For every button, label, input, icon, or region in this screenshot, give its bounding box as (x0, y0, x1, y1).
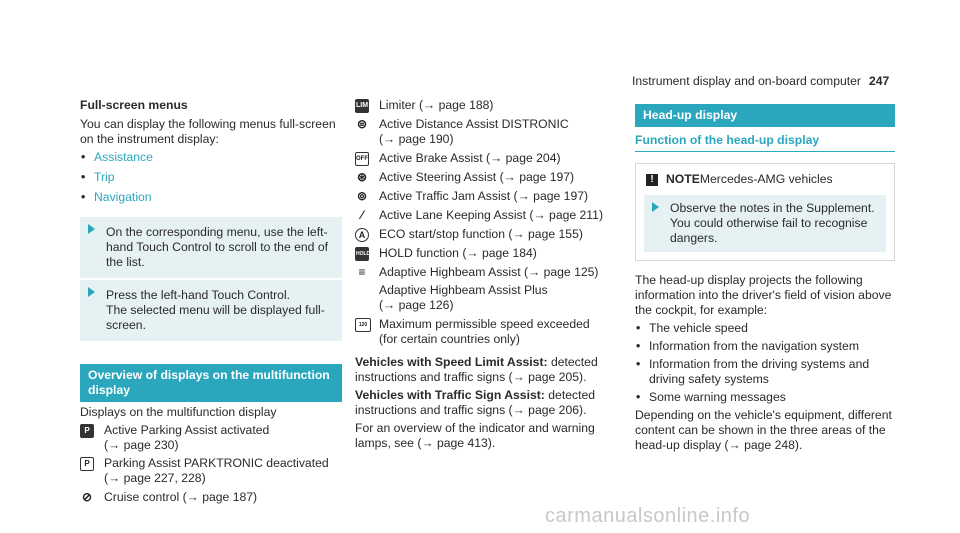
list-item (80, 170, 342, 185)
traffic-jam-assist-icon: ⊚ (356, 189, 368, 203)
hold-icon: HOLD (355, 247, 369, 261)
speed-exceeded-icon: 120 (355, 318, 371, 332)
eco-start-stop-icon: A (355, 228, 369, 242)
list-item: • The vehicle speed (635, 321, 895, 336)
item-ref: (→ page 190) (379, 132, 454, 146)
page-number: 247 (869, 74, 890, 88)
link-trip[interactable]: Trip (94, 170, 115, 184)
note-header (636, 164, 894, 195)
item-text: Active Distance Assist DISTRONIC (379, 117, 569, 131)
step-2 (80, 280, 342, 341)
step-text: The selected menu will be displayed full-screen. (106, 303, 325, 332)
parktronic-off-icon: P (80, 457, 94, 471)
item-text: ECO start/stop function (→ page 155) (379, 227, 583, 241)
item-text: Parking Assist PARKTRONIC deactivated (104, 456, 329, 470)
step-1 (80, 217, 342, 278)
item-text: Maximum permissible speed exceeded (379, 317, 590, 331)
paragraph-text: detected instructions and traffic signs (→ page 205). (355, 355, 598, 384)
head-up-display-heading: Head-up display (635, 104, 895, 127)
list-item: • Information from the driving systems and driving safety systems (635, 357, 895, 387)
running-header: Instrument display and on-board computer (632, 74, 861, 88)
column-2 (355, 98, 617, 451)
list-item: • Some warning messages (635, 390, 895, 405)
arrow-right-icon (652, 202, 659, 212)
menu-list (80, 150, 342, 205)
watermark: carmanualsonline.info (545, 505, 751, 527)
display-item (355, 283, 617, 313)
item-text: Limiter (→ page 188) (379, 98, 494, 112)
display-item (355, 98, 617, 113)
overview-intro: Displays on the multifunction display (80, 405, 277, 419)
display-item (80, 456, 342, 486)
exclamation-icon: ! (646, 174, 658, 186)
note-label: NOTE (666, 172, 700, 186)
display-item (80, 423, 342, 453)
speed-limit-paragraph (355, 355, 617, 385)
bold-label: Vehicles with Traffic Sign Assist: (355, 388, 545, 402)
step-text: Press the left-hand Touch Control. (106, 288, 291, 302)
display-item (355, 227, 617, 242)
distronic-icon: ⊜ (356, 117, 368, 131)
paragraph-text: detected instructions and traffic signs (→ page 206). (355, 388, 596, 417)
link-navigation[interactable]: Navigation (94, 190, 152, 204)
list-item (80, 190, 342, 205)
item-text: Adaptive Highbeam Assist (→ page 125) (379, 265, 599, 279)
note-title: Mercedes-AMG vehicles (699, 172, 833, 186)
display-item (355, 265, 617, 280)
item-text: Active Steering Assist (→ page 197) (379, 170, 575, 184)
list-item: • Information from the navigation system (635, 339, 895, 354)
display-item (355, 170, 617, 185)
arrow-right-icon (88, 224, 95, 234)
lane-keeping-icon: ⁄ (360, 208, 363, 222)
note-box (635, 163, 895, 261)
instruction-box (80, 217, 342, 341)
steering-assist-icon: ⊛ (356, 170, 368, 184)
item-ref: (→ page 230) (104, 438, 179, 452)
cruise-control-icon: ⊘ (81, 490, 93, 504)
item-ref: (for certain countries only) (379, 332, 520, 346)
overview-heading: Overview of displays on the multifunction display (80, 364, 342, 402)
column-1 (80, 98, 342, 505)
display-item (355, 208, 617, 223)
step-text: On the corresponding menu, use the left-hand Touch Control to scroll to the end of the list. (106, 225, 328, 269)
arrow-right-icon (88, 287, 95, 297)
list-item (80, 150, 342, 165)
display-item (355, 189, 617, 204)
step-text: Observe the notes in the Supplement. You could otherwise fail to recognise dangers. (670, 201, 875, 245)
overview-paragraph: For an overview of the indicator and warning lamps, see (→ page 413). (355, 421, 595, 450)
column-3 (635, 98, 895, 453)
item-ref: (→ page 227, 228) (104, 471, 206, 485)
item-text: Active Lane Keeping Assist (→ page 211) (379, 208, 604, 222)
intro-text: The head-up display projects the following information into the driver's field of vision above the cockpit, for example: (635, 273, 892, 317)
function-subheading: Function of the head-up display (635, 133, 895, 152)
display-item (355, 246, 617, 261)
link-assistance[interactable]: Assistance (94, 150, 153, 164)
note-step (644, 195, 886, 252)
outro-text: Depending on the vehicle's equipment, different content can be shown in the three areas of the head-up display (→ page 248). (635, 408, 892, 452)
traffic-sign-paragraph (355, 388, 617, 418)
item-text: Active Traffic Jam Assist (→ page 197) (379, 189, 589, 203)
bold-label: Vehicles with Speed Limit Assist: (355, 355, 548, 369)
limiter-icon: LIM (355, 99, 369, 113)
hud-content-list (635, 321, 895, 405)
parking-assist-icon: P (80, 424, 94, 438)
item-text: Cruise control (→ page 187) (104, 490, 258, 504)
intro-text: You can display the following menus full-screen on the instrument display: (80, 117, 336, 146)
section-title: Full-screen menus (80, 98, 188, 112)
brake-assist-off-icon: OFF (355, 152, 369, 166)
display-item (355, 317, 617, 347)
display-item (355, 151, 617, 166)
highbeam-assist-icon: ≡ (358, 265, 366, 279)
item-text: Active Parking Assist activated (104, 423, 270, 437)
item-text: HOLD function (→ page 184) (379, 246, 537, 260)
item-ref: (→ page 126) (379, 298, 454, 312)
item-text: Active Brake Assist (→ page 204) (379, 151, 561, 165)
item-text: Adaptive Highbeam Assist Plus (379, 283, 548, 297)
display-item (355, 117, 617, 147)
display-item (80, 490, 342, 505)
